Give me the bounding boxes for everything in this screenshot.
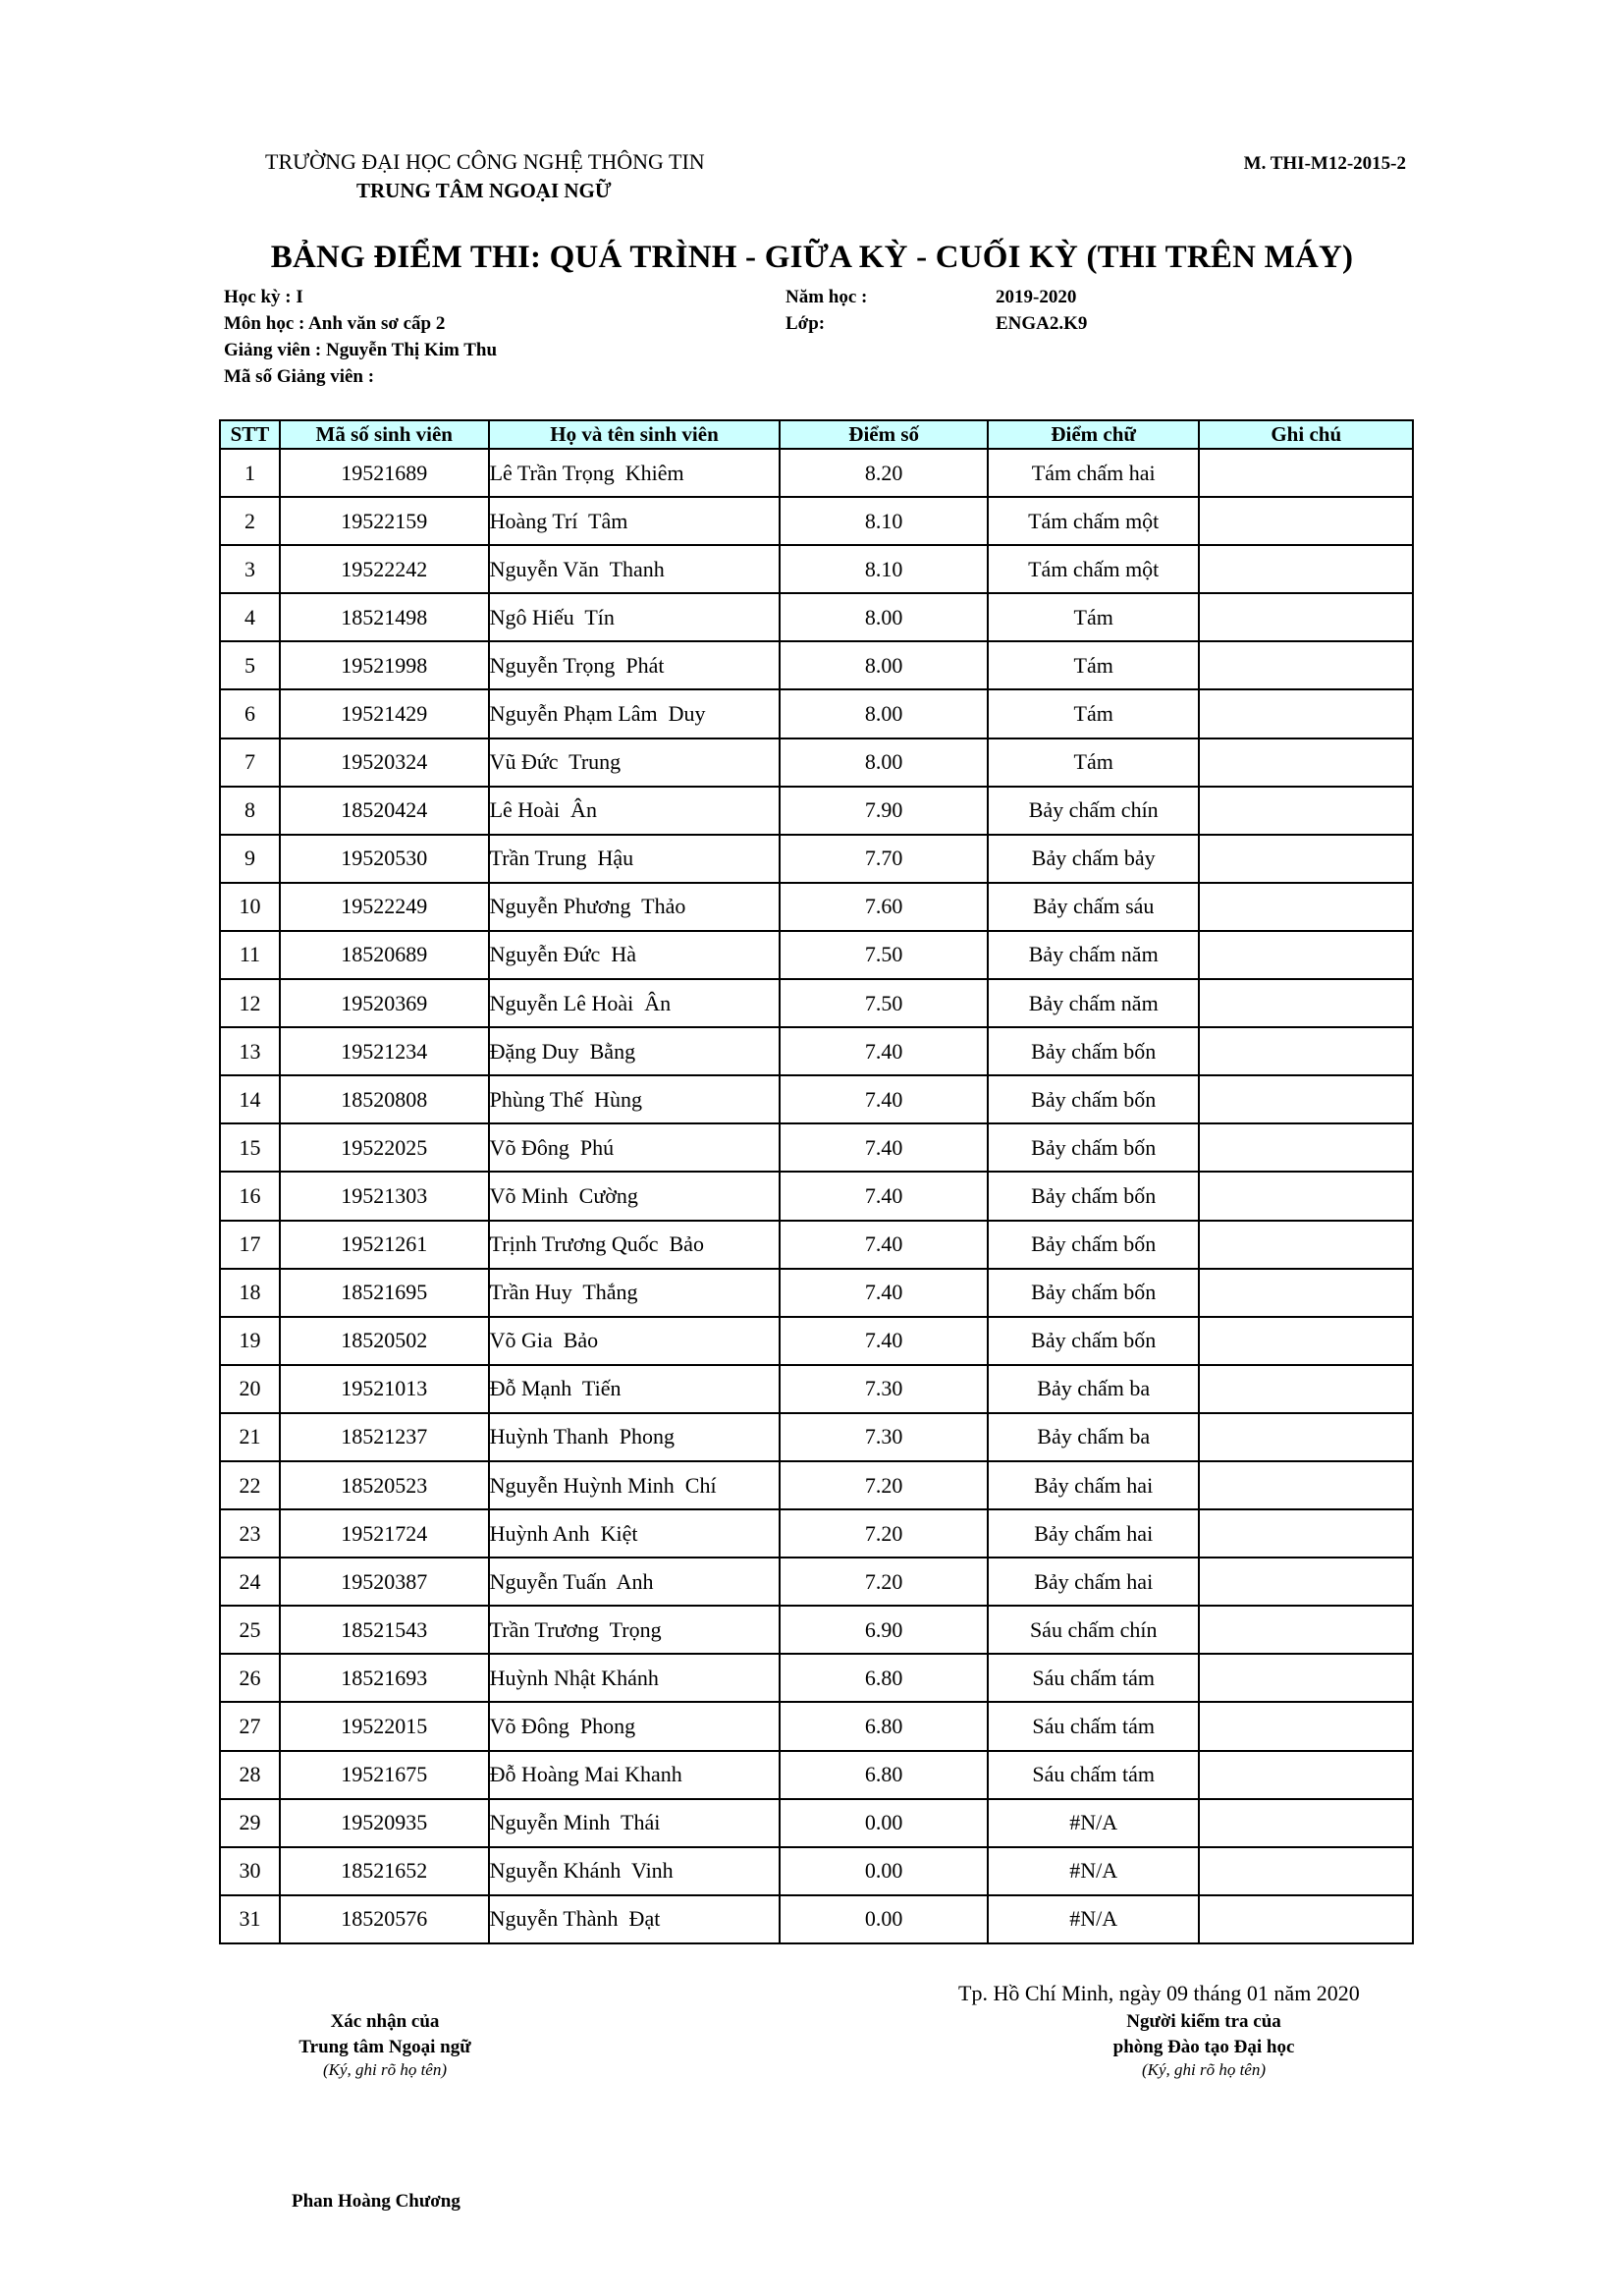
score-words-cell: Bảy chấm bốn <box>988 1221 1200 1269</box>
student-id-cell: 19521234 <box>280 1027 489 1075</box>
score-words-cell: Tám <box>988 689 1200 738</box>
table-row <box>220 545 1413 593</box>
student-id-cell: 19522242 <box>280 545 489 593</box>
score-words-cell: Tám <box>988 641 1200 689</box>
row-number-cell: 18 <box>220 1269 280 1317</box>
student-name-cell: Lê Trần Trọng Khiêm <box>489 449 781 497</box>
row-number-cell: 2 <box>220 497 280 545</box>
student-name-cell: Hoàng Trí Tâm <box>489 497 781 545</box>
row-number-cell: 8 <box>220 787 280 835</box>
student-name-cell: Đỗ Mạnh Tiến <box>489 1365 781 1413</box>
row-number-cell: 19 <box>220 1317 280 1365</box>
score-cell: 7.40 <box>780 1269 988 1317</box>
score-words-cell: Bảy chấm năm <box>988 979 1200 1027</box>
note-cell <box>1199 883 1413 931</box>
score-cell: 6.90 <box>780 1606 988 1654</box>
student-id-cell: 19521429 <box>280 689 489 738</box>
student-id-cell: 18521237 <box>280 1413 489 1461</box>
left-signature-block <box>218 2009 552 2080</box>
center-name: TRUNG TÂM NGOẠI NGỮ <box>356 179 612 202</box>
student-name-cell: Nguyễn Phương Thảo <box>489 883 781 931</box>
row-number-cell: 27 <box>220 1702 280 1750</box>
note-cell <box>1199 593 1413 641</box>
row-number-cell: 25 <box>220 1606 280 1654</box>
student-name-cell: Vũ Đức Trung <box>489 738 781 787</box>
row-number-cell: 4 <box>220 593 280 641</box>
score-words-cell: Sáu chấm tám <box>988 1751 1200 1799</box>
row-number-cell: 30 <box>220 1847 280 1895</box>
note-cell <box>1199 1799 1413 1847</box>
score-words-cell: Sáu chấm tám <box>988 1702 1200 1750</box>
table-row <box>220 641 1413 689</box>
student-name-cell: Nguyễn Khánh Vinh <box>489 1847 781 1895</box>
row-number-cell: 13 <box>220 1027 280 1075</box>
column-header: Họ và tên sinh viên <box>489 420 781 449</box>
table-row <box>220 931 1413 979</box>
note-cell <box>1199 1365 1413 1413</box>
score-cell: 0.00 <box>780 1847 988 1895</box>
grades-table <box>219 419 1414 1944</box>
score-words-cell: Bảy chấm chín <box>988 787 1200 835</box>
row-number-cell: 11 <box>220 931 280 979</box>
table-row <box>220 1075 1413 1123</box>
student-name-cell: Nguyễn Minh Thái <box>489 1799 781 1847</box>
university-name: TRƯỜNG ĐẠI HỌC CÔNG NGHỆ THÔNG TIN <box>265 149 705 174</box>
student-id-cell: 18520808 <box>280 1075 489 1123</box>
score-words-cell: #N/A <box>988 1799 1200 1847</box>
left-signature-line2: Trung tâm Ngoại ngữ <box>298 2037 471 2057</box>
signer-name: Phan Hoàng Chương <box>292 2191 460 2212</box>
note-cell <box>1199 1269 1413 1317</box>
row-number-cell: 12 <box>220 979 280 1027</box>
student-name-cell: Nguyễn Lê Hoài Ân <box>489 979 781 1027</box>
student-name-cell: Nguyễn Tuấn Anh <box>489 1558 781 1606</box>
note-cell <box>1199 1702 1413 1750</box>
table-row <box>220 1172 1413 1220</box>
score-words-cell: Bảy chấm hai <box>988 1558 1200 1606</box>
row-number-cell: 15 <box>220 1123 280 1172</box>
score-cell: 7.30 <box>780 1413 988 1461</box>
score-cell: 7.30 <box>780 1365 988 1413</box>
row-number-cell: 29 <box>220 1799 280 1847</box>
note-cell <box>1199 497 1413 545</box>
note-cell <box>1199 979 1413 1027</box>
score-words-cell: Tám chấm hai <box>988 449 1200 497</box>
student-name-cell: Huỳnh Thanh Phong <box>489 1413 781 1461</box>
student-id-cell: 19522015 <box>280 1702 489 1750</box>
document-title: BẢNG ĐIỂM THI: QUÁ TRÌNH - GIỮA KỲ - CUỐI KỲ (THI TRÊN MÁY) <box>270 240 1354 275</box>
row-number-cell: 7 <box>220 738 280 787</box>
note-cell <box>1199 1558 1413 1606</box>
score-words-cell: Bảy chấm bốn <box>988 1172 1200 1220</box>
table-row <box>220 787 1413 835</box>
score-words-cell: Tám chấm một <box>988 545 1200 593</box>
score-cell: 8.00 <box>780 738 988 787</box>
score-cell: 8.00 <box>780 689 988 738</box>
table-row <box>220 835 1413 883</box>
student-id-cell: 19520387 <box>280 1558 489 1606</box>
row-number-cell: 21 <box>220 1413 280 1461</box>
student-name-cell: Đỗ Hoàng Mai Khanh <box>489 1751 781 1799</box>
subject-label: Môn học : Anh văn sơ cấp 2 <box>224 313 446 334</box>
score-words-cell: Tám <box>988 738 1200 787</box>
note-cell <box>1199 738 1413 787</box>
class-label: Lớp: <box>785 313 826 334</box>
row-number-cell: 3 <box>220 545 280 593</box>
table-row <box>220 979 1413 1027</box>
table-row <box>220 1799 1413 1847</box>
note-cell <box>1199 1461 1413 1509</box>
score-cell: 7.40 <box>780 1221 988 1269</box>
student-id-cell: 19521689 <box>280 449 489 497</box>
note-cell <box>1199 1317 1413 1365</box>
score-cell: 6.80 <box>780 1702 988 1750</box>
student-name-cell: Võ Gia Bảo <box>489 1317 781 1365</box>
table-row <box>220 449 1413 497</box>
grades-table-body <box>220 449 1413 1943</box>
score-words-cell: #N/A <box>988 1895 1200 1943</box>
score-words-cell: Bảy chấm bốn <box>988 1075 1200 1123</box>
score-cell: 7.40 <box>780 1075 988 1123</box>
row-number-cell: 22 <box>220 1461 280 1509</box>
student-name-cell: Nguyễn Phạm Lâm Duy <box>489 689 781 738</box>
class-value: ENGA2.K9 <box>996 313 1088 334</box>
right-signature-block <box>1037 2009 1371 2080</box>
score-words-cell: Bảy chấm bảy <box>988 835 1200 883</box>
student-name-cell: Lê Hoài Ân <box>489 787 781 835</box>
student-id-cell: 19521724 <box>280 1509 489 1558</box>
row-number-cell: 28 <box>220 1751 280 1799</box>
student-id-cell: 19522249 <box>280 883 489 931</box>
note-cell <box>1199 1654 1413 1702</box>
note-cell <box>1199 1075 1413 1123</box>
score-words-cell: Bảy chấm sáu <box>988 883 1200 931</box>
score-cell: 0.00 <box>780 1799 988 1847</box>
student-id-cell: 18521693 <box>280 1654 489 1702</box>
score-cell: 8.20 <box>780 449 988 497</box>
note-cell <box>1199 1027 1413 1075</box>
year-value: 2019-2020 <box>996 287 1077 307</box>
student-id-cell: 18520424 <box>280 787 489 835</box>
student-name-cell: Trịnh Trương Quốc Bảo <box>489 1221 781 1269</box>
note-cell <box>1199 545 1413 593</box>
student-name-cell: Trần Trung Hậu <box>489 835 781 883</box>
table-row <box>220 883 1413 931</box>
note-cell <box>1199 1509 1413 1558</box>
table-row <box>220 1461 1413 1509</box>
row-number-cell: 23 <box>220 1509 280 1558</box>
table-row <box>220 1895 1413 1943</box>
year-label: Năm học : <box>785 287 868 307</box>
student-id-cell: 18521652 <box>280 1847 489 1895</box>
score-cell: 7.70 <box>780 835 988 883</box>
student-name-cell: Võ Đông Phong <box>489 1702 781 1750</box>
score-words-cell: Bảy chấm bốn <box>988 1123 1200 1172</box>
semester-label: Học kỳ : I <box>224 287 303 307</box>
score-cell: 8.10 <box>780 497 988 545</box>
right-signature-line2: phòng Đào tạo Đại học <box>1112 2037 1295 2057</box>
student-name-cell: Đặng Duy Bằng <box>489 1027 781 1075</box>
place-date: Tp. Hồ Chí Minh, ngày 09 tháng 01 năm 2020 <box>958 1981 1360 2005</box>
row-number-cell: 24 <box>220 1558 280 1606</box>
note-cell <box>1199 689 1413 738</box>
score-cell: 8.00 <box>780 641 988 689</box>
student-name-cell: Huỳnh Anh Kiệt <box>489 1509 781 1558</box>
score-cell: 7.20 <box>780 1509 988 1558</box>
table-row <box>220 1702 1413 1750</box>
table-row <box>220 1558 1413 1606</box>
left-signature-note: (Ký, ghi rõ họ tên) <box>322 2060 448 2079</box>
score-cell: 7.20 <box>780 1558 988 1606</box>
student-name-cell: Nguyễn Trọng Phát <box>489 641 781 689</box>
score-cell: 8.10 <box>780 545 988 593</box>
student-id-cell: 18520576 <box>280 1895 489 1943</box>
score-words-cell: Tám <box>988 593 1200 641</box>
row-number-cell: 16 <box>220 1172 280 1220</box>
left-signature-line1: Xác nhận của <box>330 2011 440 2032</box>
student-name-cell: Nguyễn Đức Hà <box>489 931 781 979</box>
table-row <box>220 689 1413 738</box>
table-row <box>220 1027 1413 1075</box>
student-name-cell: Phùng Thế Hùng <box>489 1075 781 1123</box>
row-number-cell: 9 <box>220 835 280 883</box>
right-signature-note: (Ký, ghi rõ họ tên) <box>1141 2060 1267 2079</box>
row-number-cell: 6 <box>220 689 280 738</box>
table-row <box>220 1123 1413 1172</box>
row-number-cell: 26 <box>220 1654 280 1702</box>
row-number-cell: 10 <box>220 883 280 931</box>
score-cell: 7.40 <box>780 1123 988 1172</box>
table-row <box>220 1509 1413 1558</box>
score-words-cell: Bảy chấm bốn <box>988 1317 1200 1365</box>
column-header: Ghi chú <box>1199 420 1413 449</box>
column-header: Mã số sinh viên <box>280 420 489 449</box>
student-id-cell: 18520523 <box>280 1461 489 1509</box>
score-words-cell: Bảy chấm hai <box>988 1509 1200 1558</box>
row-number-cell: 17 <box>220 1221 280 1269</box>
table-row <box>220 593 1413 641</box>
student-id-cell: 19522025 <box>280 1123 489 1172</box>
score-words-cell: Bảy chấm bốn <box>988 1269 1200 1317</box>
score-cell: 7.50 <box>780 979 988 1027</box>
student-name-cell: Nguyễn Huỳnh Minh Chí <box>489 1461 781 1509</box>
score-words-cell: Bảy chấm hai <box>988 1461 1200 1509</box>
score-cell: 7.50 <box>780 931 988 979</box>
student-id-cell: 19521013 <box>280 1365 489 1413</box>
note-cell <box>1199 1413 1413 1461</box>
score-words-cell: Bảy chấm ba <box>988 1365 1200 1413</box>
column-header: STT <box>220 420 280 449</box>
score-cell: 6.80 <box>780 1654 988 1702</box>
student-id-cell: 19522159 <box>280 497 489 545</box>
table-row <box>220 497 1413 545</box>
lecturer-label: Giảng viên : Nguyễn Thị Kim Thu <box>224 340 498 360</box>
note-cell <box>1199 787 1413 835</box>
student-id-cell: 19520935 <box>280 1799 489 1847</box>
table-row <box>220 1317 1413 1365</box>
table-header-row <box>220 420 1413 449</box>
score-cell: 7.90 <box>780 787 988 835</box>
student-name-cell: Trần Huy Thắng <box>489 1269 781 1317</box>
table-row <box>220 1365 1413 1413</box>
note-cell <box>1199 641 1413 689</box>
student-name-cell: Huỳnh Nhật Khánh <box>489 1654 781 1702</box>
score-words-cell: Bảy chấm ba <box>988 1413 1200 1461</box>
column-header: Điểm chữ <box>988 420 1200 449</box>
row-number-cell: 1 <box>220 449 280 497</box>
score-cell: 7.40 <box>780 1172 988 1220</box>
student-name-cell: Nguyễn Thành Đạt <box>489 1895 781 1943</box>
student-name-cell: Nguyễn Văn Thanh <box>489 545 781 593</box>
row-number-cell: 31 <box>220 1895 280 1943</box>
score-cell: 8.00 <box>780 593 988 641</box>
student-id-cell: 19520369 <box>280 979 489 1027</box>
student-id-cell: 19521998 <box>280 641 489 689</box>
student-id-cell: 19521675 <box>280 1751 489 1799</box>
student-id-cell: 19521303 <box>280 1172 489 1220</box>
student-id-cell: 18521695 <box>280 1269 489 1317</box>
note-cell <box>1199 1847 1413 1895</box>
student-name-cell: Ngô Hiếu Tín <box>489 593 781 641</box>
note-cell <box>1199 1221 1413 1269</box>
student-id-cell: 19521261 <box>280 1221 489 1269</box>
note-cell <box>1199 835 1413 883</box>
student-id-cell: 19520530 <box>280 835 489 883</box>
score-words-cell: Sáu chấm tám <box>988 1654 1200 1702</box>
table-row <box>220 1269 1413 1317</box>
column-header: Điểm số <box>780 420 988 449</box>
note-cell <box>1199 449 1413 497</box>
note-cell <box>1199 1895 1413 1943</box>
form-code: M. THI-M12-2015-2 <box>1243 153 1406 174</box>
student-id-cell: 18520689 <box>280 931 489 979</box>
score-cell: 7.40 <box>780 1027 988 1075</box>
note-cell <box>1199 931 1413 979</box>
student-id-cell: 19520324 <box>280 738 489 787</box>
student-id-cell: 18521498 <box>280 593 489 641</box>
score-words-cell: Bảy chấm bốn <box>988 1027 1200 1075</box>
score-cell: 7.40 <box>780 1317 988 1365</box>
score-words-cell: Tám chấm một <box>988 497 1200 545</box>
score-cell: 7.20 <box>780 1461 988 1509</box>
right-signature-line1: Người kiểm tra của <box>1126 2011 1281 2032</box>
table-row <box>220 1221 1413 1269</box>
row-number-cell: 20 <box>220 1365 280 1413</box>
table-row <box>220 1847 1413 1895</box>
table-row <box>220 1606 1413 1654</box>
table-row <box>220 1751 1413 1799</box>
score-cell: 7.60 <box>780 883 988 931</box>
table-row <box>220 738 1413 787</box>
note-cell <box>1199 1751 1413 1799</box>
score-words-cell: Bảy chấm năm <box>988 931 1200 979</box>
table-row <box>220 1654 1413 1702</box>
table-row <box>220 1413 1413 1461</box>
lecturer-id-label: Mã số Giảng viên : <box>224 366 375 387</box>
score-words-cell: #N/A <box>988 1847 1200 1895</box>
note-cell <box>1199 1606 1413 1654</box>
row-number-cell: 14 <box>220 1075 280 1123</box>
row-number-cell: 5 <box>220 641 280 689</box>
student-name-cell: Võ Minh Cường <box>489 1172 781 1220</box>
note-cell <box>1199 1172 1413 1220</box>
score-words-cell: Sáu chấm chín <box>988 1606 1200 1654</box>
student-id-cell: 18521543 <box>280 1606 489 1654</box>
score-cell: 6.80 <box>780 1751 988 1799</box>
student-name-cell: Trần Trương Trọng <box>489 1606 781 1654</box>
score-cell: 0.00 <box>780 1895 988 1943</box>
note-cell <box>1199 1123 1413 1172</box>
student-name-cell: Võ Đông Phú <box>489 1123 781 1172</box>
student-id-cell: 18520502 <box>280 1317 489 1365</box>
